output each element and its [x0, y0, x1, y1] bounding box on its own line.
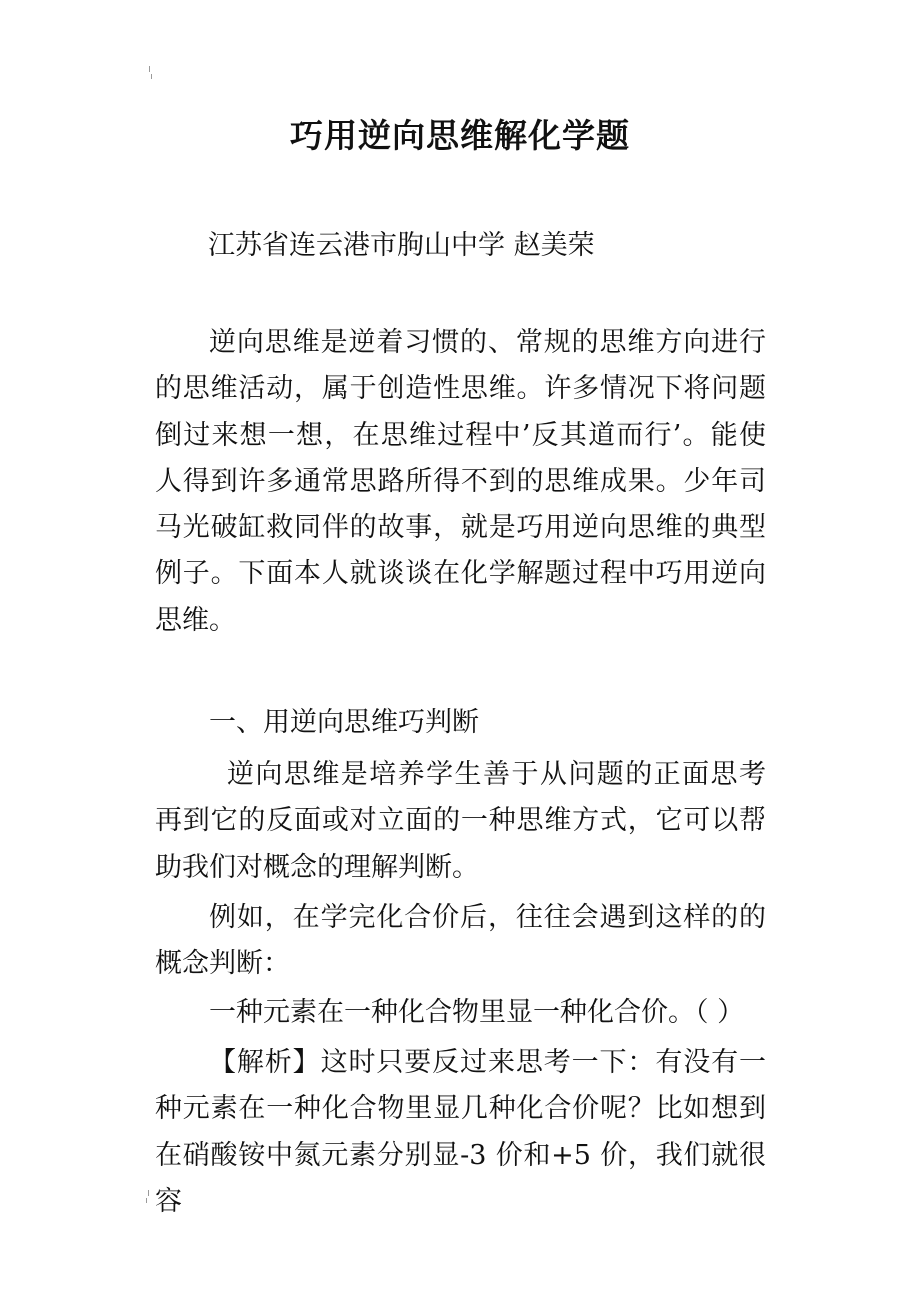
analysis-paragraph: 【解析】这时只要反过来思考一下：有没有一种元素在一种化合物里显几种化合价呢？比如想到在硝酸铵中氮元素分别显-3 价和+5 价，我们就很容 [155, 1047, 766, 1217]
author-line: 江苏省连云港市朐山中学 赵美荣 [208, 230, 595, 261]
example-intro-paragraph: 例如，在学完化合价后，往往会遇到这样的的概念判断： [155, 902, 766, 980]
document-title: 巧用逆向思维解化学题 [290, 116, 630, 155]
page-corner-mark-top [146, 66, 154, 80]
section-heading: 一、用逆向思维巧判断 [209, 707, 479, 738]
page-corner-mark-bottom [144, 1190, 152, 1204]
question-paragraph: 一种元素在一种化合物里显一种化合价。（ ） [209, 997, 745, 1028]
section-body-paragraph: 逆向思维是培养学生善于从问题的正面思考再到它的反面或对立面的一种思维方式，它可以帮助我们对概念的理解判断。 [155, 759, 766, 883]
intro-paragraph: 逆向思维是逆着习惯的、常规的思维方向进行的思维活动，属于创造性思维。许多情况下将问题倒过来想一想，在思维过程中’反其道而行’。能使人得到许多通常思路所得不到的思维成果。少年司马光破缸救同伴的故事，就是巧用逆向思维的典型例子。下面本人就谈谈在化学解题过程中巧用逆向思维。 [155, 327, 766, 636]
